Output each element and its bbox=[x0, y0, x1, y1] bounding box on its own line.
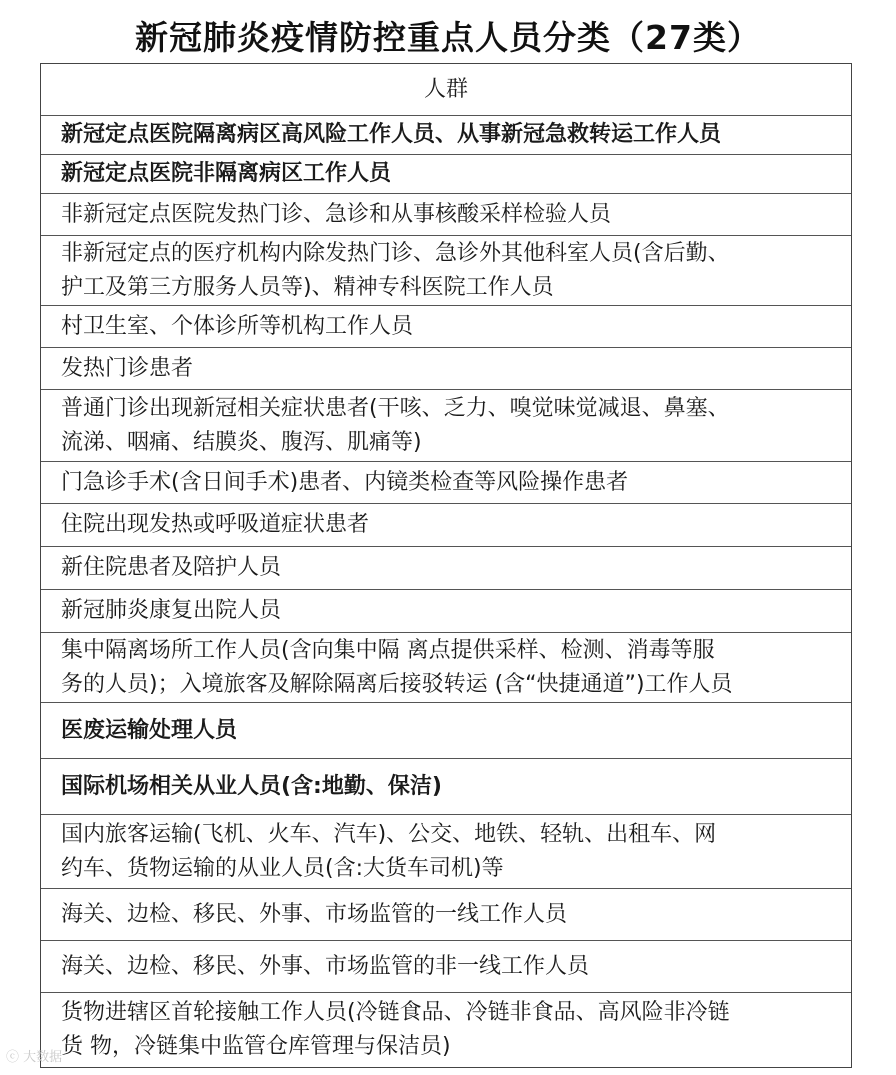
row-text: 非新冠定点的医疗机构内除发热门诊、急诊外其他科室人员(含后勤、 护工及第三方服务人员等)、精神专科医院工作人员 bbox=[61, 240, 730, 300]
table-row bbox=[41, 390, 851, 462]
table-row bbox=[41, 941, 851, 993]
row-text: 新冠定点医院非隔离病区工作人员 bbox=[61, 161, 392, 186]
row-text: 村卫生室、个体诊所等机构工作人员 bbox=[61, 313, 414, 339]
table-row bbox=[41, 462, 851, 504]
row-text: 新冠定点医院隔离病区高风险工作人员、从事新冠急救转运工作人员 bbox=[61, 122, 722, 147]
header-cell: 人群 bbox=[423, 76, 468, 102]
table-row bbox=[41, 348, 851, 390]
table-row bbox=[41, 504, 851, 547]
watermark bbox=[6, 1046, 62, 1065]
table-row bbox=[41, 703, 851, 759]
table-row bbox=[41, 759, 851, 815]
table-row bbox=[41, 155, 851, 194]
table-row bbox=[41, 815, 851, 889]
table-row bbox=[41, 547, 851, 590]
row-text: 集中隔离场所工作人员(含向集中隔 离点提供采样、检测、消毒等服 务的人员)；入境旅客及解除隔离后接驳转运 (含“快捷通道”)工作人员 bbox=[61, 637, 733, 697]
table-row bbox=[41, 236, 851, 306]
row-text: 非新冠定点医院发热门诊、急诊和从事核酸采样检验人员 bbox=[61, 201, 612, 227]
row-text: 海关、边检、移民、外事、市场监管的非一线工作人员 bbox=[61, 953, 590, 979]
row-text: 门急诊手术(含日间手术)患者、内镜类检查等风险操作患者 bbox=[61, 469, 629, 495]
watermark-text: 大数据 bbox=[23, 1050, 63, 1065]
table-header bbox=[41, 64, 851, 116]
row-text: 发热门诊患者 bbox=[61, 355, 194, 381]
row-text: 国际机场相关从业人员(含:地勤、保洁) bbox=[61, 773, 442, 799]
row-text: 国内旅客运输(飞机、火车、汽车)、公交、地铁、轻轨、出租车、网 约车、货物运输的从业人员(含:大货车司机)等 bbox=[61, 821, 717, 881]
table-row bbox=[41, 194, 851, 236]
table-row bbox=[41, 306, 851, 348]
row-text: 新住院患者及陪护人员 bbox=[61, 555, 282, 580]
table-row bbox=[41, 889, 851, 941]
row-text: 海关、边检、移民、外事、市场监管的一线工作人员 bbox=[61, 901, 568, 927]
row-text: 新冠肺炎康复出院人员 bbox=[61, 598, 282, 623]
page-title: 新冠肺炎疫情防控重点人员分类（27类） bbox=[135, 18, 761, 57]
row-text: 货物进辖区首轮接触工作人员(冷链食品、冷链非食品、高风险非冷链 货 物，冷链集中监管仓库管理与保洁员) bbox=[61, 1000, 730, 1059]
row-text: 住院出现发热或呼吸道症状患者 bbox=[61, 512, 370, 537]
row-text: 普通门诊出现新冠相关症状患者(干咳、乏力、嗅觉味觉减退、鼻塞、 流涕、咽痛、结膜炎、腹泻、肌痛等) bbox=[61, 395, 730, 455]
watermark-icon: ⓒ bbox=[6, 1050, 24, 1065]
category-table bbox=[40, 63, 852, 1068]
table-row bbox=[41, 633, 851, 703]
table-row bbox=[41, 993, 851, 1067]
table-row bbox=[41, 590, 851, 633]
row-text: 医废运输处理人员 bbox=[61, 717, 238, 743]
table-row bbox=[41, 116, 851, 155]
